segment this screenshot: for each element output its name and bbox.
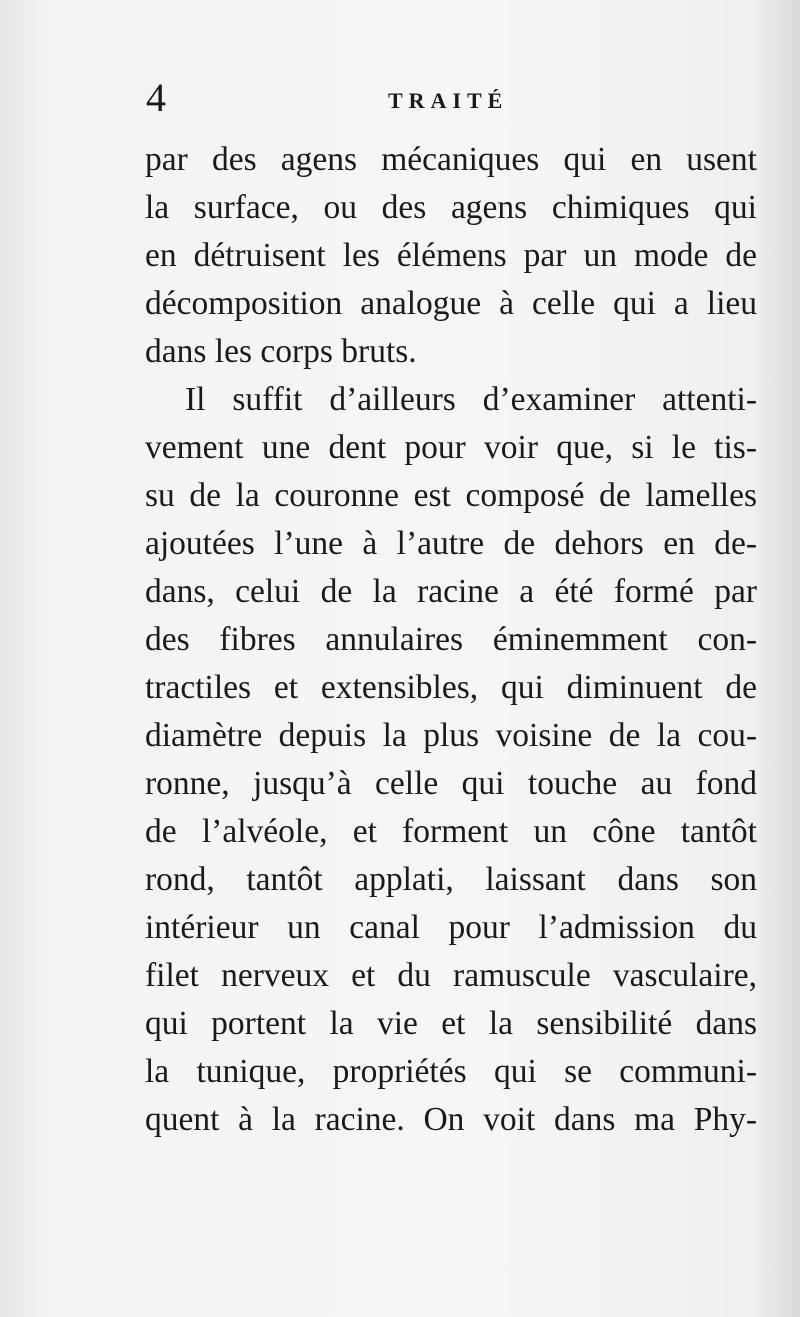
text-line: en détruisent les élémens par un mode de — [145, 237, 757, 274]
text-line: par des agens mécaniques qui en usent — [145, 141, 757, 178]
text-line: rond, tantôt applati, laissant dans son — [145, 861, 757, 898]
body-text — [145, 136, 757, 1144]
text-line: ajoutées l’une à l’autre de dehors en de- — [145, 525, 757, 562]
text-line: des fibres annulaires éminemment con- — [145, 621, 757, 658]
paragraph-start-line: Il suffit d’ailleurs d’examiner attenti- — [185, 381, 757, 418]
text-line: filet nerveux et du ramuscule vasculaire, — [145, 957, 757, 994]
text-line: de l’alvéole, et forment un cône tantôt — [145, 813, 757, 850]
text-line: diamètre depuis la plus voisine de la cou- — [145, 717, 757, 754]
text-line: la tunique, propriétés qui se communi- — [145, 1053, 757, 1090]
running-title: TRAITÉ — [388, 88, 509, 113]
page-number: 4 — [146, 75, 166, 120]
text-line: quent à la racine. On voit dans ma Phy- — [145, 1101, 757, 1138]
text-line: vement une dent pour voir que, si le tis- — [145, 429, 757, 466]
text-line: décomposition analogue à celle qui a lieu — [145, 285, 757, 322]
text-line: la surface, ou des agens chimiques qui — [145, 189, 757, 226]
text-line: tractiles et extensibles, qui diminuent de — [145, 669, 757, 706]
text-line: qui portent la vie et la sensibilité dans — [145, 1005, 757, 1042]
text-line: su de la couronne est composé de lamelles — [145, 477, 757, 514]
paragraph-end-line: dans les corps bruts. — [145, 333, 417, 370]
text-line: intérieur un canal pour l’admission du — [145, 909, 757, 946]
text-line: ronne, jusqu’à celle qui touche au fond — [145, 765, 757, 802]
running-head — [0, 75, 800, 120]
text-line: dans, celui de la racine a été formé par — [145, 573, 757, 610]
